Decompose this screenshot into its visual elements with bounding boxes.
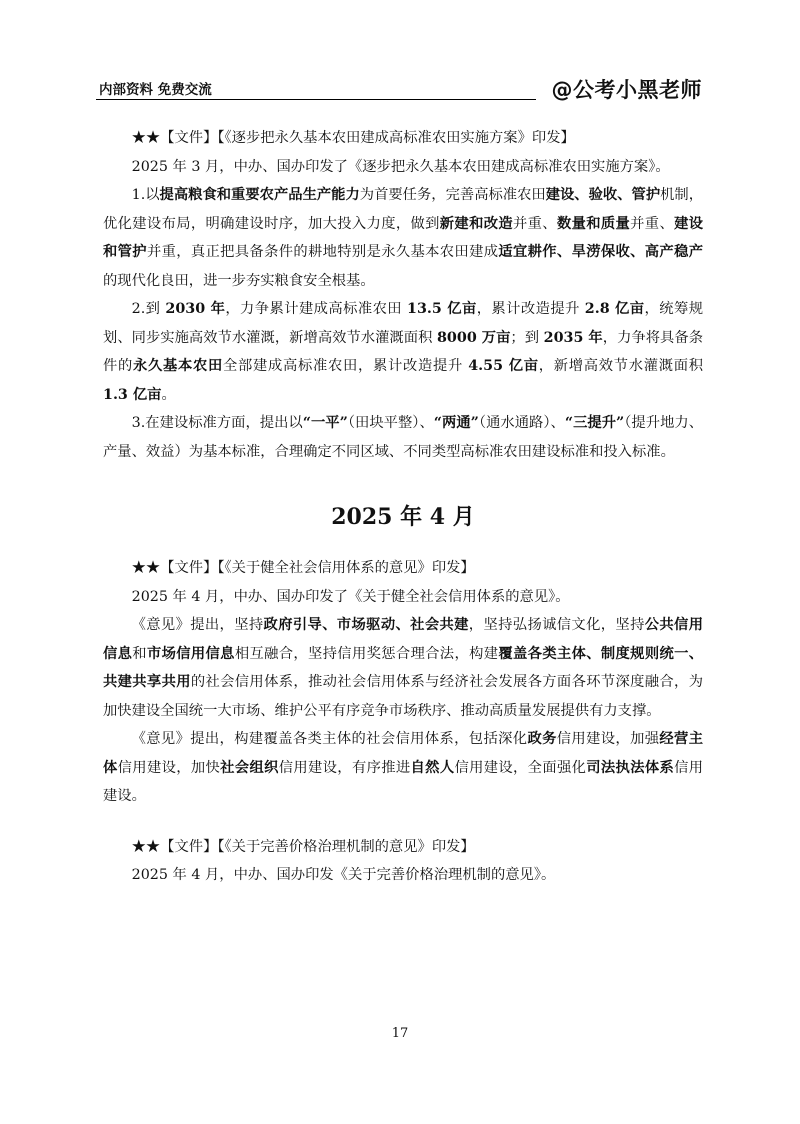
section-2-para-1: 《意见》提出，坚持政府引导、市场驱动、社会共建，坚持弘扬诚信文化，坚持公共信用信息和市场信用信息相互融合，坚持信用奖惩合理合法，构建覆盖各类主体、制度规则统一、共建共享共用的社会信用体系，推动社会信用体系与经济社会发展各方面各环节深度融合，为加快建设全国统一大市场、维护公平有序竞争市场秩序、推动高质量发展提供有力支撑。 [103, 617, 704, 719]
section-2-title: ★★【文件】【《关于健全社会信用体系的意见》印发】 [131, 560, 475, 576]
page-content [103, 124, 703, 890]
section-3-intro: 2025 年 4 月，中办、国办印发《关于完善价格治理机制的意见》。 [131, 867, 556, 883]
header-rule [96, 99, 536, 100]
header-left-text: 内部资料 免费交流 [99, 82, 212, 98]
section-2-intro: 2025 年 4 月，中办、国办印发了《关于健全社会信用体系的意见》。 [131, 588, 570, 605]
section-3-title: ★★【文件】【《关于完善价格治理机制的意见》印发】 [131, 838, 475, 855]
header-author: @公考小黑老师 [551, 78, 702, 102]
month-heading: 2025 年 4 月 [331, 504, 475, 530]
section-1-point-2: 2.到 2030 年，力争累计建成高标准农田 13.5 亿亩，累计改造提升 2.8 亿亩，统筹规划、同步实施高效节水灌溉，新增高效节水灌溉面积 8000 万亩；到 2035 年，力争将具备条件的永久基本农田全部建成高标准农田，累计改造提升 4.55 亿亩，新增高效节水灌溉面积 1.3 亿亩。 [103, 301, 704, 403]
section-1-intro: 2025 年 3 月，中办、国办印发了《逐步把永久基本农田建成高标准农田实施方案》。 [131, 158, 670, 175]
section-1-title: ★★【文件】【《逐步把永久基本农田建成高标准农田实施方案》印发】 [131, 130, 575, 146]
section-1-point-3: 3.在建设标准方面，提出以“一平”（田块平整）、“两通”（通水通路）、“三提升”（提升地力、产量、效益）为基本标准，合理确定不同区域、不同类型高标准农田建设标准和投入标准。 [103, 415, 703, 460]
section-2-para-2: 《意见》提出，构建覆盖各类主体的社会信用体系，包括深化政务信用建设，加强经营主体信用建设，加快社会组织信用建设，有序推进自然人信用建设，全面强化司法执法体系信用建设。 [103, 731, 704, 804]
section-1-point-1: 1.以提高粮食和重要农产品生产能力为首要任务，完善高标准农田建设、验收、管护机制，优化建设布局，明确建设时序，加大投入力度，做到新建和改造并重、数量和质量并重、建设和管护并重，真正把具备条件的耕地特别是永久基本农田建成适宜耕作、旱涝保收、高产稳产的现代化良田，进一步夯实粮食安全根基。 [103, 187, 704, 289]
page-header [96, 66, 702, 104]
page-number: 17 [391, 1026, 409, 1041]
